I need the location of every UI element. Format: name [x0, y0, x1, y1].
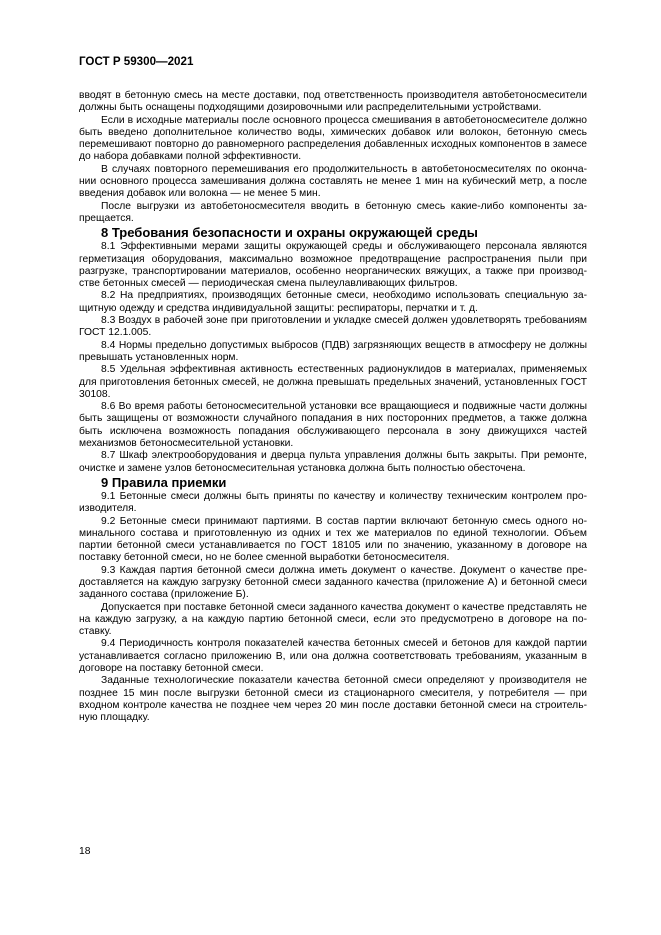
paragraph: В случаях повторного перемешивания его продолжительность в автобетоносмесителях по окончании основного процесса замешивания должна составлять не менее 1 мин на кубический метр, а после введения добавок или волокна — не менее 5 мин.	[79, 163, 587, 200]
clause-8-7: 8.7 Шкаф электрооборудования и дверца пульта управления должны быть закрыты. При ремонте, очистке и замене узлов бетоносмесительная установка должна быть полностью обесточена.	[79, 450, 587, 474]
paragraph: Заданные технологические показатели качества бетонной смеси определяют у производителя не позднее 15 мин после выгрузки бетонной смеси из стационарного смесителя, у потребителя — при входном контроле качества не позднее чем через 20 мин после доставки бетонной смеси на строительную площадку.	[79, 675, 587, 724]
document-header: ГОСТ Р 59300—2021	[79, 55, 194, 68]
section-9-heading: 9 Правила приемки	[101, 474, 227, 490]
section-8-heading: 8 Требования безопасности и охраны окружающей среды	[101, 225, 478, 241]
clause-9-3: 9.3 Каждая партия бетонной смеси должна иметь документ о качестве. Документ о качестве предоставляется на каждую загрузку бетонной смеси заданного качества (приложение А) и бетонной смеси заданного состава (приложение Б).	[79, 564, 587, 601]
clause-8-1: 8.1 Эффективными мерами защиты окружающей среды и обслуживающего персонала являются герметизация оборудования, максимально возможное предотвращение распространения пыли при разгрузке, транспортировании материалов, особенно неорганических вяжущих, а также при производстве бетонных смесей — периодическая смена пылеулавливающих фильтров.	[79, 241, 587, 290]
clause-8-5: 8.5 Удельная эффективная активность естественных радионуклидов в материалах, применяемых для приготовления бетонных смесей, не должна превышать предельных значений, установленных ГОСТ 30108.	[79, 364, 587, 400]
clause-9-1: 9.1 Бетонные смеси должны быть приняты по качеству и количеству техническим контролем производителя.	[79, 490, 587, 515]
clause-8-6: 8.6 Во время работы бетоносмесительной установки все вращающиеся и подвижные части должны быть защищены от возможности случайного попадания в них посторонних предметов, а также должна быть исключена возможность попадания обслуживающего персонала в зону движущихся частей механизмов бетоносмесительной установки.	[79, 401, 587, 450]
clause-8-2: 8.2 На предприятиях, производящих бетонные смеси, необходимо использовать специальную защитную одежду и средства индивидуальной защиты: респираторы, перчатки и т. д.	[79, 290, 587, 314]
clause-8-4: 8.4 Нормы предельно допустимых выбросов (ПДВ) загрязняющих веществ в атмосферу не должны превышать установленных норм.	[79, 339, 587, 363]
clause-9-2: 9.2 Бетонные смеси принимают партиями. В состав партии включают бетонную смесь одного номинального состава и приготовленную из одних и тех же материалов по единой технологии. Объем партии бетонной смеси устанавливается по ГОСТ 18105 или по значению, указанному в договоре на поставку бетонной смеси, но не более сменной выработки бетоносмесителя.	[79, 515, 587, 564]
paragraph: Если в исходные материалы после основного процесса смешивания в автобетоносмесителе должно быть введено дополнительное количество воды, химических добавок или волокон, бетонную смесь перемешивают повторно до равномерного распределения добавленных исходных компонентов в замесе до набора добавками полной эффективности.	[79, 114, 587, 163]
paragraph: вводят в бетонную смесь на месте доставки, под ответственность производителя автобетоносмесители должны быть оснащены подходящими дозировочными или распределительными устройствами.	[79, 90, 587, 114]
page-number: 18	[79, 846, 91, 857]
paragraph: Допускается при поставке бетонной смеси заданного качества документ о качестве представлять не на каждую загрузку, а на каждую партию бетонной смеси, если это предусмотрено в договоре на поставку.	[79, 601, 587, 638]
clause-9-4: 9.4 Периодичность контроля показателей качества бетонных смесей и бетонов для каждой партии устанавливается согласно приложению В, или она должна соответствовать требованиям, указанным в договоре на поставку бетонной смеси.	[79, 638, 587, 675]
document-body	[79, 90, 587, 725]
paragraph: После выгрузки из автобетоносмесителя вводить в бетонную смесь какие-либо компоненты запрещается.	[79, 200, 587, 224]
clause-8-3: 8.3 Воздух в рабочей зоне при приготовлении и укладке смесей должен удовлетворять требованиям ГОСТ 12.1.005.	[79, 315, 587, 339]
